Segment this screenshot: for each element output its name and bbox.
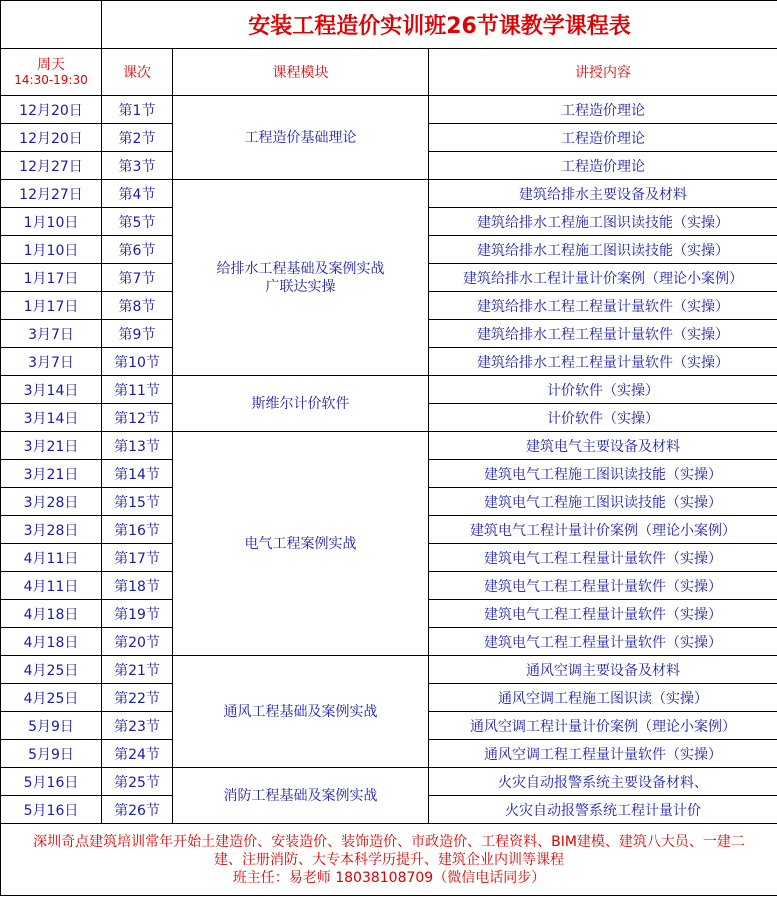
content-cell: 建筑给排水工程施工图识读技能（实操） [429,208,777,236]
header-time: 14:30-19:30 [14,73,88,87]
footer-line: 深圳奇点建筑培训常年开始土建造价、安装造价、装饰造价、市政造价、工程资料、BIM建模、建筑八大员、一建二 [33,833,745,850]
date-cell: 3月14日 [1,376,102,404]
date-cell: 3月21日 [1,432,102,460]
header-lesson: 课次 [102,49,173,96]
footer-line: 建、注册消防、大专本科学历提升、建筑企业内训等课程 [214,851,564,868]
content-cell: 建筑电气工程工程量计量软件（实操） [429,628,777,656]
content-cell: 火灾自动报警系统主要设备材料、 [429,768,777,796]
lesson-cell: 第8节 [102,292,173,320]
date-cell: 1月10日 [1,208,102,236]
date-cell: 5月9日 [1,740,102,768]
module-label: 给排水工程基础及案例实战 [216,260,385,277]
date-cell: 12月20日 [1,96,102,124]
date-cell: 1月10日 [1,236,102,264]
content-cell: 建筑给排水工程计量计价案例（理论小案例） [429,264,777,292]
lesson-cell: 第2节 [102,124,173,152]
module-label: 斯维尔计价软件 [251,395,350,412]
module-cell [173,96,429,180]
lesson-cell: 第14节 [102,460,173,488]
table-row [1,96,777,124]
lesson-cell: 第1节 [102,96,173,124]
module-label: 消防工程基础及案例实战 [223,787,378,804]
lesson-cell: 第25节 [102,768,173,796]
header-module: 课程模块 [173,49,429,96]
module-label: 工程造价基础理论 [244,129,357,146]
date-cell: 4月25日 [1,684,102,712]
date-cell: 1月17日 [1,264,102,292]
table-row [1,376,777,404]
table-row [1,768,777,796]
page-title: 安装工程造价实训班26节课教学课程表 [102,1,777,49]
lesson-cell: 第4节 [102,180,173,208]
header-content: 讲授内容 [429,49,777,96]
content-cell: 建筑电气工程计量计价案例（理论小案例） [429,516,777,544]
lesson-cell: 第11节 [102,376,173,404]
lesson-cell: 第22节 [102,684,173,712]
module-label: 电气工程案例实战 [244,535,357,552]
footer-contact: 班主任：易老师 18038108709（微信电话同步） [232,869,546,886]
content-cell: 通风空调工程施工图识读（实操） [429,684,777,712]
content-cell: 建筑给排水主要设备及材料 [429,180,777,208]
date-cell: 4月18日 [1,628,102,656]
date-cell: 4月25日 [1,656,102,684]
content-cell: 工程造价理论 [429,96,777,124]
header-day: 周天 [37,57,65,73]
content-cell: 建筑电气主要设备及材料 [429,432,777,460]
lesson-cell: 第6节 [102,236,173,264]
lesson-cell: 第20节 [102,628,173,656]
lesson-cell: 第17节 [102,544,173,572]
header-date [1,49,102,96]
lesson-cell: 第12节 [102,404,173,432]
table-row [1,656,777,684]
module-label: 通风工程基础及案例实战 [223,703,378,720]
table-row [1,432,777,460]
lesson-cell: 第15节 [102,488,173,516]
lesson-cell: 第24节 [102,740,173,768]
lesson-cell: 第10节 [102,348,173,376]
date-cell: 4月11日 [1,544,102,572]
content-cell: 建筑电气工程工程量计量软件（实操） [429,544,777,572]
date-cell: 1月17日 [1,292,102,320]
lesson-cell: 第5节 [102,208,173,236]
date-cell: 4月18日 [1,600,102,628]
module-cell [173,376,429,432]
module-cell [173,432,429,656]
corner-cell [1,1,102,49]
table-row [1,180,777,208]
lesson-cell: 第19节 [102,600,173,628]
content-cell: 通风空调主要设备及材料 [429,656,777,684]
module-sublabel: 广联达实操 [265,278,336,295]
module-cell [173,768,429,824]
content-cell: 建筑给排水工程工程量计量软件（实操） [429,320,777,348]
date-cell: 12月27日 [1,152,102,180]
content-cell: 建筑电气工程工程量计量软件（实操） [429,600,777,628]
content-cell: 建筑电气工程工程量计量软件（实操） [429,572,777,600]
content-cell: 工程造价理论 [429,124,777,152]
content-cell: 计价软件（实操） [429,404,777,432]
lesson-cell: 第23节 [102,712,173,740]
content-cell: 建筑给排水工程工程量计量软件（实操） [429,292,777,320]
content-cell: 计价软件（实操） [429,376,777,404]
footer-notice [1,824,777,896]
content-cell: 建筑电气工程施工图识读技能（实操） [429,460,777,488]
module-cell [173,180,429,376]
date-cell: 5月9日 [1,712,102,740]
lesson-cell: 第21节 [102,656,173,684]
lesson-cell: 第13节 [102,432,173,460]
date-cell: 3月28日 [1,516,102,544]
date-cell: 12月20日 [1,124,102,152]
date-cell: 3月7日 [1,348,102,376]
lesson-cell: 第18节 [102,572,173,600]
module-cell [173,656,429,768]
lesson-cell: 第26节 [102,796,173,824]
date-cell: 3月21日 [1,460,102,488]
date-cell: 3月28日 [1,488,102,516]
content-cell: 建筑电气工程施工图识读技能（实操） [429,488,777,516]
content-cell: 建筑给排水工程施工图识读技能（实操） [429,236,777,264]
lesson-cell: 第9节 [102,320,173,348]
date-cell: 5月16日 [1,796,102,824]
date-cell: 3月7日 [1,320,102,348]
lesson-cell: 第16节 [102,516,173,544]
lesson-cell: 第3节 [102,152,173,180]
content-cell: 通风空调工程工程量计量软件（实操） [429,740,777,768]
date-cell: 3月14日 [1,404,102,432]
date-cell: 12月27日 [1,180,102,208]
content-cell: 工程造价理论 [429,152,777,180]
date-cell: 5月16日 [1,768,102,796]
content-cell: 建筑给排水工程工程量计量软件（实操） [429,348,777,376]
date-cell: 4月11日 [1,572,102,600]
lesson-cell: 第7节 [102,264,173,292]
content-cell: 通风空调工程计量计价案例（理论小案例） [429,712,777,740]
content-cell: 火灾自动报警系统工程计量计价 [429,796,777,824]
